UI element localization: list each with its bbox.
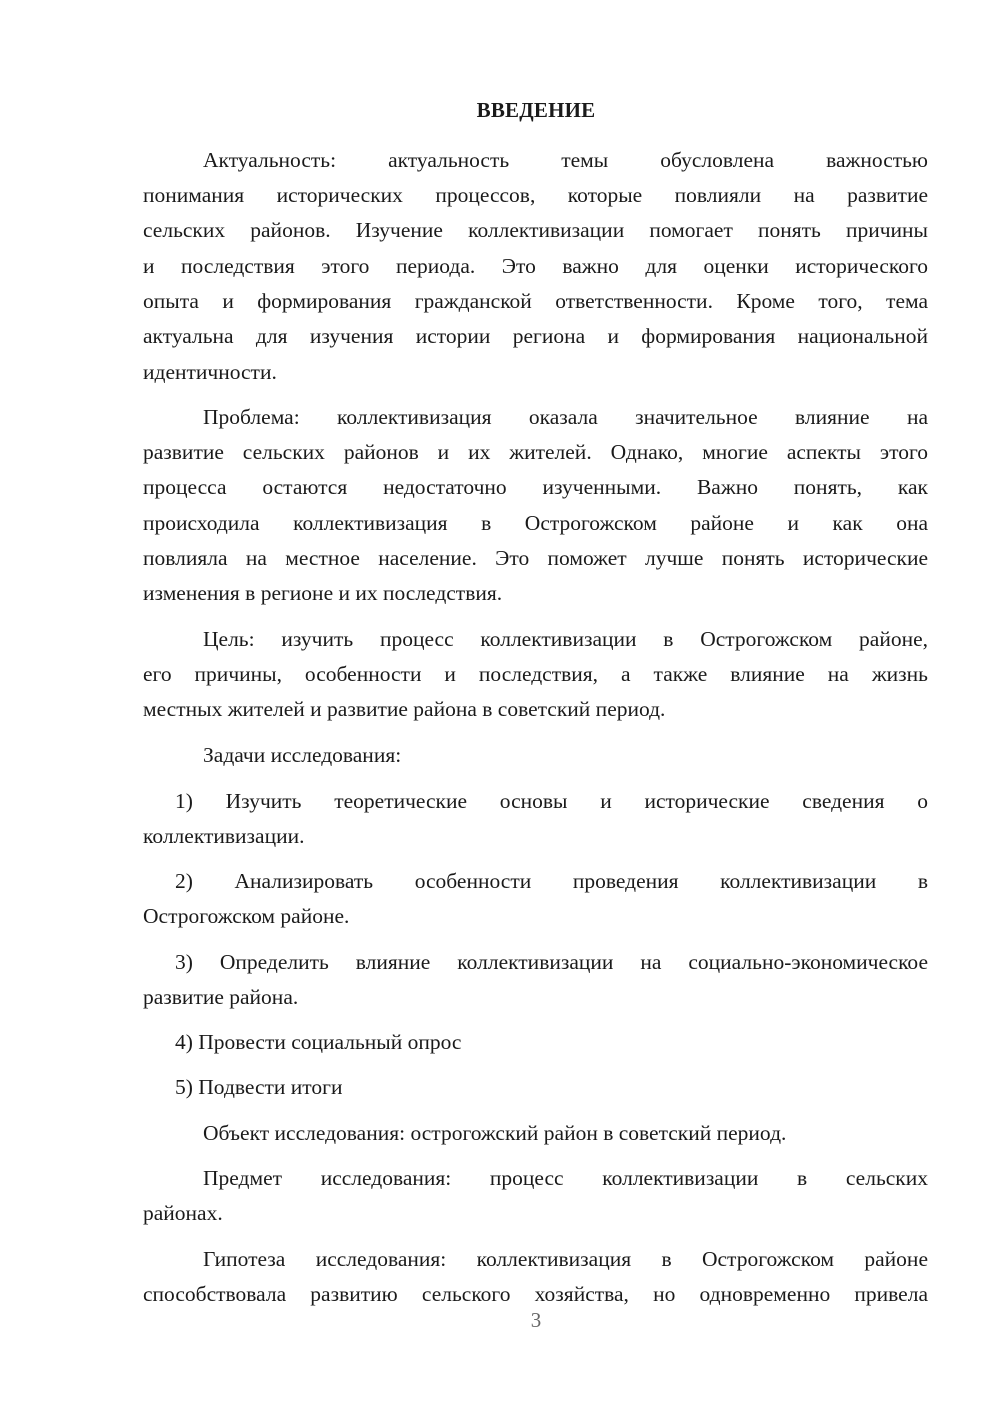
text-line: его причины, особенности и последствия, а также влияние на жизнь	[143, 662, 928, 686]
text-line: сельских районов. Изучение коллективизации помогает понять причины	[143, 218, 928, 242]
text-line: Острогожском районе.	[143, 904, 350, 928]
text-line: повлияла на местное население. Это поможет лучше понять исторические	[143, 546, 928, 570]
text-line: Объект исследования: острогожский район в советский период.	[203, 1121, 787, 1145]
text-line: опыта и формирования гражданской ответственности. Кроме того, тема	[143, 289, 928, 313]
text-line: 2) Анализировать особенности проведения коллективизации в	[175, 869, 928, 893]
text-line: развитие района.	[143, 985, 299, 1009]
text-line: районах.	[143, 1201, 223, 1225]
page-number: 3	[530, 1308, 542, 1332]
text-line: развитие сельских районов и их жителей. Однако, многие аспекты этого	[143, 440, 928, 464]
section-title: ВВЕДЕНИЕ	[476, 98, 596, 122]
text-line: местных жителей и развитие района в советский период.	[143, 697, 666, 721]
text-line: происходила коллективизация в Острогожском районе и как она	[143, 511, 928, 535]
text-line: 5) Подвести итоги	[175, 1075, 343, 1099]
text-line: коллективизации.	[143, 824, 305, 848]
text-line: актуальна для изучения истории региона и формирования национальной	[143, 324, 928, 348]
text-line: способствовала развитию сельского хозяйства, но одновременно привела	[143, 1282, 928, 1306]
text-line: Проблема: коллективизация оказала значительное влияние на	[203, 405, 928, 429]
text-line: 3) Определить влияние коллективизации на социально-экономическое	[175, 950, 928, 974]
text-line: процесса остаются недостаточно изученными. Важно понять, как	[143, 475, 928, 499]
text-line: понимания исторических процессов, которые повлияли на развитие	[143, 183, 928, 207]
text-line: 4) Провести социальный опрос	[175, 1030, 462, 1054]
text-line: идентичности.	[143, 360, 277, 384]
text-line: Цель: изучить процесс коллективизации в Острогожском районе,	[203, 627, 928, 651]
text-line: 1) Изучить теоретические основы и исторические сведения о	[175, 789, 928, 813]
text-line: и последствия этого периода. Это важно для оценки исторического	[143, 254, 928, 278]
text-line: Задачи исследования:	[203, 743, 402, 767]
text-line: изменения в регионе и их последствия.	[143, 581, 503, 605]
text-line: Актуальность: актуальность темы обусловлена важностью	[203, 148, 928, 172]
text-line: Предмет исследования: процесс коллективизации в сельских	[203, 1166, 928, 1190]
text-line: Гипотеза исследования: коллективизация в Острогожском районе	[203, 1247, 928, 1271]
